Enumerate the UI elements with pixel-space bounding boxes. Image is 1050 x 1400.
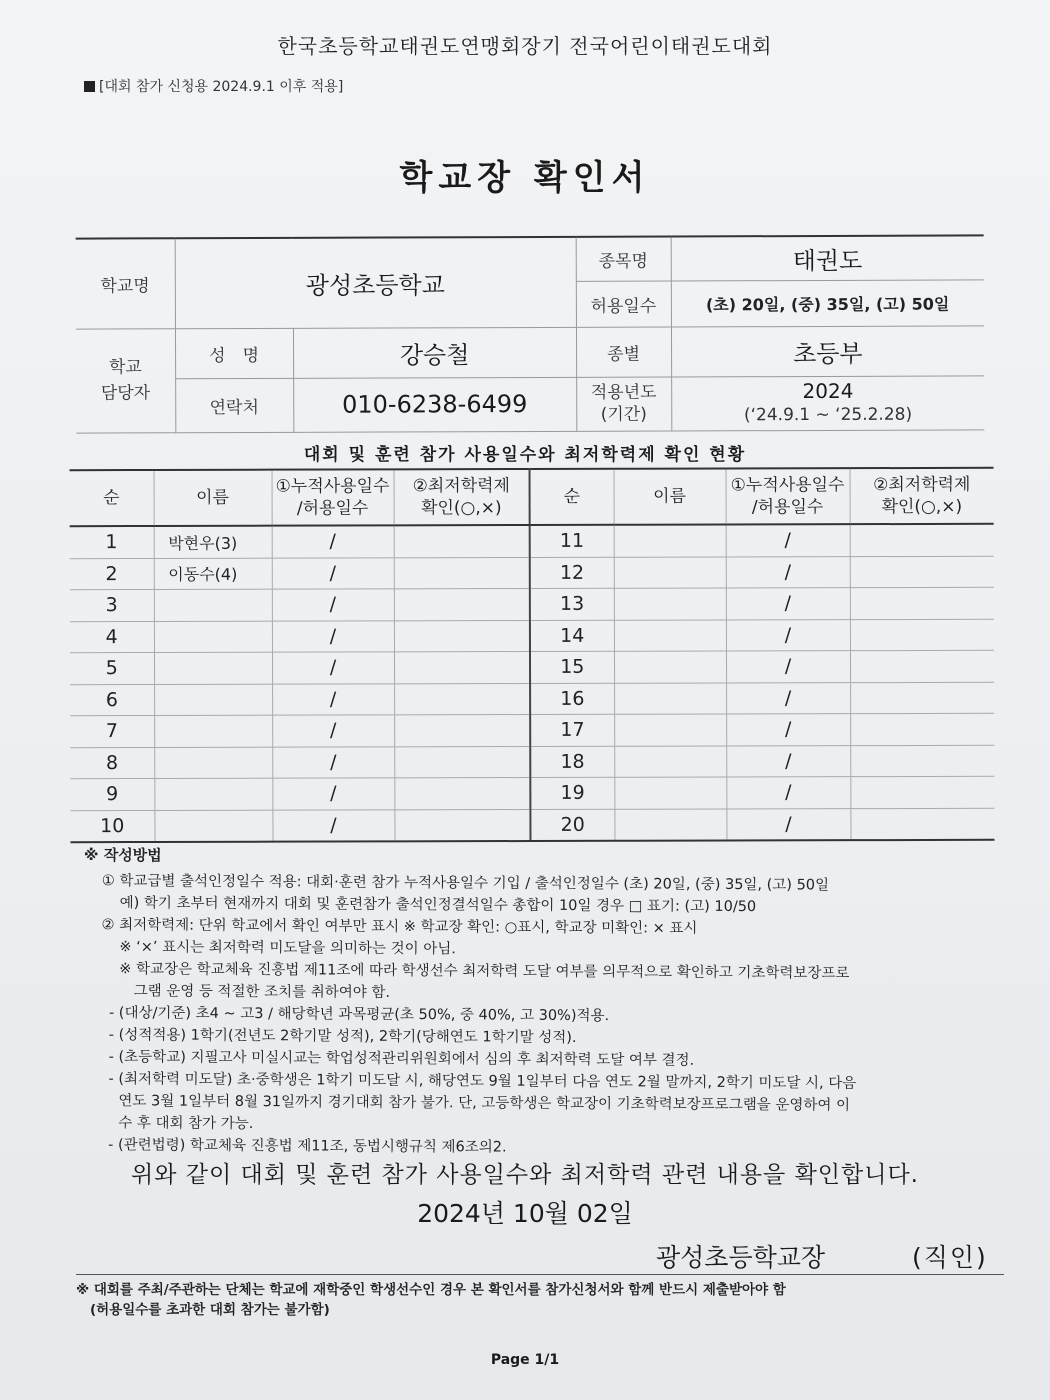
year-label: 적용년도 (기간) <box>576 377 671 431</box>
row-number: 13 <box>530 588 614 620</box>
writing-instructions <box>82 844 984 1161</box>
footer-note <box>76 1280 1006 1320</box>
days-used: / <box>272 778 394 810</box>
days-used: / <box>272 715 394 747</box>
min-academic-check <box>394 525 530 557</box>
roster-body <box>70 524 995 842</box>
principal-signature: 광성초등학교장 <box>656 1243 826 1272</box>
days-used: / <box>726 777 850 809</box>
row-number: 3 <box>70 589 154 621</box>
student-name <box>614 808 726 840</box>
days-used: / <box>726 745 850 777</box>
row-number: 11 <box>530 525 614 557</box>
year-cell <box>671 375 984 430</box>
min-academic-check <box>394 652 530 684</box>
student-name: 이동수(4) <box>154 558 272 590</box>
row-number: 5 <box>70 652 154 684</box>
days-used: / <box>272 525 394 557</box>
page-number: Page 1/1 <box>490 1352 560 1368</box>
row-number: 4 <box>70 621 154 653</box>
square-bullet-icon <box>84 81 95 92</box>
row-number: 18 <box>530 746 614 778</box>
table-row <box>70 556 994 590</box>
organization-heading: 한국초등학교태권도연맹회장기 전국어린이태권도대회 <box>277 34 773 58</box>
days-used: / <box>726 714 850 746</box>
division-value: 초등부 <box>671 325 984 376</box>
days-used: / <box>726 682 850 714</box>
min-academic-check <box>394 589 530 621</box>
official-seal-label: (직인) <box>912 1243 988 1272</box>
student-name <box>614 714 726 746</box>
days-used: / <box>272 589 394 621</box>
instruction-line: 그램 운영 등 적절한 조치를 취하여야 함. <box>119 983 391 1001</box>
manager-name-value: 강승철 <box>293 327 576 378</box>
student-name: 박현우(3) <box>154 526 272 558</box>
row-number: 8 <box>70 747 154 779</box>
header-no: 순 <box>530 469 614 525</box>
student-name <box>154 778 272 810</box>
student-name <box>614 588 726 620</box>
row-number: 9 <box>70 778 154 810</box>
school-name-value: 광성초등학교 <box>175 237 576 328</box>
allowed-days-label: 허용일수 <box>576 281 671 327</box>
header-name: 이름 <box>614 468 726 524</box>
min-academic-check <box>850 556 994 588</box>
min-academic-check <box>850 682 994 714</box>
header-check: ②최저학력제 확인(○,×) <box>850 468 994 524</box>
days-used: / <box>726 524 850 556</box>
student-name <box>154 652 272 684</box>
days-used: / <box>272 620 394 652</box>
instruction-line: - (대상/기준) 초4 ~ 고3 / 해당학년 과목평균(초 50%, 중 40%, 고 30%)적용. <box>108 1005 610 1025</box>
application-notice <box>84 76 343 96</box>
student-name <box>614 619 726 651</box>
days-used: / <box>726 651 850 683</box>
header-name: 이름 <box>154 470 272 526</box>
table-row <box>70 745 994 779</box>
year-period: (‘24.9.1 ~ ‘25.2.28) <box>743 404 913 426</box>
footer-note-line-2: (허용일수를 초과한 대회 참가는 불가함) <box>90 1302 330 1318</box>
row-number: 19 <box>530 777 614 809</box>
instruction-line: ※ 학교장은 학교체육 진흥법 제11조에 따라 학생선수 최저학력 도달 여부를 의무적으로 확인하고 기초학력보장프로 <box>119 961 850 982</box>
event-value: 태권도 <box>671 235 984 280</box>
table-row <box>70 587 994 621</box>
table-row <box>70 524 994 558</box>
student-name <box>154 715 272 747</box>
min-academic-check <box>850 776 994 808</box>
min-academic-check <box>850 808 994 840</box>
row-number: 1 <box>70 526 154 558</box>
min-academic-check <box>394 746 530 778</box>
event-label: 종목명 <box>576 237 671 281</box>
division-label: 종별 <box>576 327 671 377</box>
days-used: / <box>726 808 850 840</box>
row-number: 15 <box>530 651 614 683</box>
student-name <box>614 745 726 777</box>
min-academic-check <box>850 587 994 619</box>
contact-label: 연락처 <box>175 378 293 432</box>
min-academic-check <box>850 713 994 745</box>
allowed-days-value: (초) 20일, (중) 35일, (고) 50일 <box>671 279 984 326</box>
section-title: 대회 및 훈련 참가 사용일수와 최저학력제 확인 현황 <box>303 445 747 465</box>
row-number: 7 <box>70 715 154 747</box>
instruction-line: ① 학교급별 출석인정일수 적용: 대회·훈련 참가 누적사용일수 기입 / 출석인정일수 (초) 20일, (중) 35일, (고) 50일 <box>101 873 830 894</box>
instruction-line: 수 후 대회 참가 가능. <box>118 1115 254 1133</box>
days-used: / <box>272 652 394 684</box>
instruction-line: - (최저학력 미도달) 초·중학생은 1학기 미도달 시, 해당연도 9월 1일부터 다음 연도 2월 말까지, 2학기 미도달 시, 다음 <box>108 1071 857 1092</box>
student-name <box>154 621 272 653</box>
student-name <box>154 589 272 621</box>
notice-text: [대회 참가 신청용 2024.9.1 이후 적용] <box>99 79 344 95</box>
footer-note-line-1: ※ 대회를 주최/주관하는 단체는 학교에 재학중인 학생선수인 경우 본 확인서를 참가신청서와 함께 반드시 제출받아야 함 <box>76 1282 786 1298</box>
table-row <box>70 776 994 810</box>
instructions-heading: ※ 작성방법 <box>83 845 162 865</box>
document-title: 학교장 확인서 <box>399 158 651 198</box>
header-no: 순 <box>70 470 154 526</box>
row-number: 2 <box>70 558 154 590</box>
instruction-line: 예) 학기 초부터 현재까지 대회 및 훈련참가 출석인정결석일수 총합이 10일 경우 □ 표기: (고) 10/50 <box>119 895 757 916</box>
row-number: 10 <box>70 810 154 842</box>
table-row <box>70 808 994 842</box>
min-academic-check <box>394 715 530 747</box>
days-used: / <box>272 746 394 778</box>
min-academic-check <box>394 809 530 841</box>
student-name <box>614 651 726 683</box>
min-academic-check <box>850 650 994 682</box>
min-academic-check <box>850 619 994 651</box>
manager-label: 학교 담당자 <box>76 328 175 432</box>
days-used: / <box>272 557 394 589</box>
instruction-line: - (초등학교) 지필고사 미실시교는 학업성적관리위원회에서 심의 후 최저학력 도달 여부 결정. <box>108 1049 695 1069</box>
instruction-line: 연도 3월 1일부터 8월 31일까지 경기대회 참가 불가. 단, 고등학생은 학교장이 기초학력보장프로그램을 운영하여 이 <box>118 1093 851 1114</box>
min-academic-check <box>394 683 530 715</box>
row-number: 17 <box>530 714 614 746</box>
student-name <box>614 777 726 809</box>
header-days: ①누적사용일수 /허용일수 <box>726 468 850 524</box>
roster-header-row <box>70 468 994 526</box>
year-value: 2024 <box>802 378 854 404</box>
roster-table <box>70 467 995 843</box>
confirmation-statement: 위와 같이 대회 및 훈련 참가 사용일수와 최저학력 관련 내용을 확인합니다. <box>131 1162 919 1188</box>
row-number: 6 <box>70 684 154 716</box>
student-name <box>614 524 726 556</box>
min-academic-check <box>394 778 530 810</box>
row-number: 20 <box>530 809 614 841</box>
table-row <box>70 713 994 747</box>
student-name <box>154 810 272 842</box>
student-name <box>614 682 726 714</box>
instructions-lines <box>82 870 984 1161</box>
header-days: ①누적사용일수 /허용일수 <box>272 469 394 525</box>
row-number: 16 <box>530 683 614 715</box>
days-used: / <box>726 556 850 588</box>
footer-divider <box>76 1274 1004 1275</box>
instruction-line: - (관련법령) 학교체육 진흥법 제11조, 동법시행규칙 제6조의2. <box>108 1137 507 1156</box>
contact-value: 010-6238-6499 <box>293 377 576 432</box>
min-academic-check <box>850 524 994 556</box>
min-academic-check <box>394 620 530 652</box>
table-row <box>70 682 994 716</box>
header-check: ②최저학력제 확인(○,×) <box>394 469 530 525</box>
student-name <box>154 747 272 779</box>
school-name-label: 학교명 <box>76 238 175 328</box>
student-name <box>614 556 726 588</box>
confirmation-date: 2024년 10월 02일 <box>417 1199 633 1228</box>
instruction-line: ※ ‘×’ 표시는 최저학력 미도달을 의미하는 것이 아님. <box>119 939 456 958</box>
row-number: 12 <box>530 557 614 589</box>
student-name <box>154 684 272 716</box>
instruction-line: - (성적적용) 1학기(전년도 2학기말 성적), 2학기(당해연도 1학기말 성적). <box>108 1027 577 1047</box>
table-row <box>70 619 994 653</box>
instruction-line: ② 최저학력제: 단위 학교에서 확인 여부만 표시 ※ 학교장 확인: ○표시, 학교장 미확인: × 표시 <box>101 917 698 937</box>
table-row <box>70 650 994 684</box>
days-used: / <box>726 619 850 651</box>
days-used: / <box>726 588 850 620</box>
min-academic-check <box>394 557 530 589</box>
row-number: 14 <box>530 620 614 652</box>
days-used: / <box>272 683 394 715</box>
name-label: 성 명 <box>175 328 293 378</box>
days-used: / <box>272 809 394 841</box>
school-info-table <box>76 234 985 433</box>
min-academic-check <box>850 745 994 777</box>
